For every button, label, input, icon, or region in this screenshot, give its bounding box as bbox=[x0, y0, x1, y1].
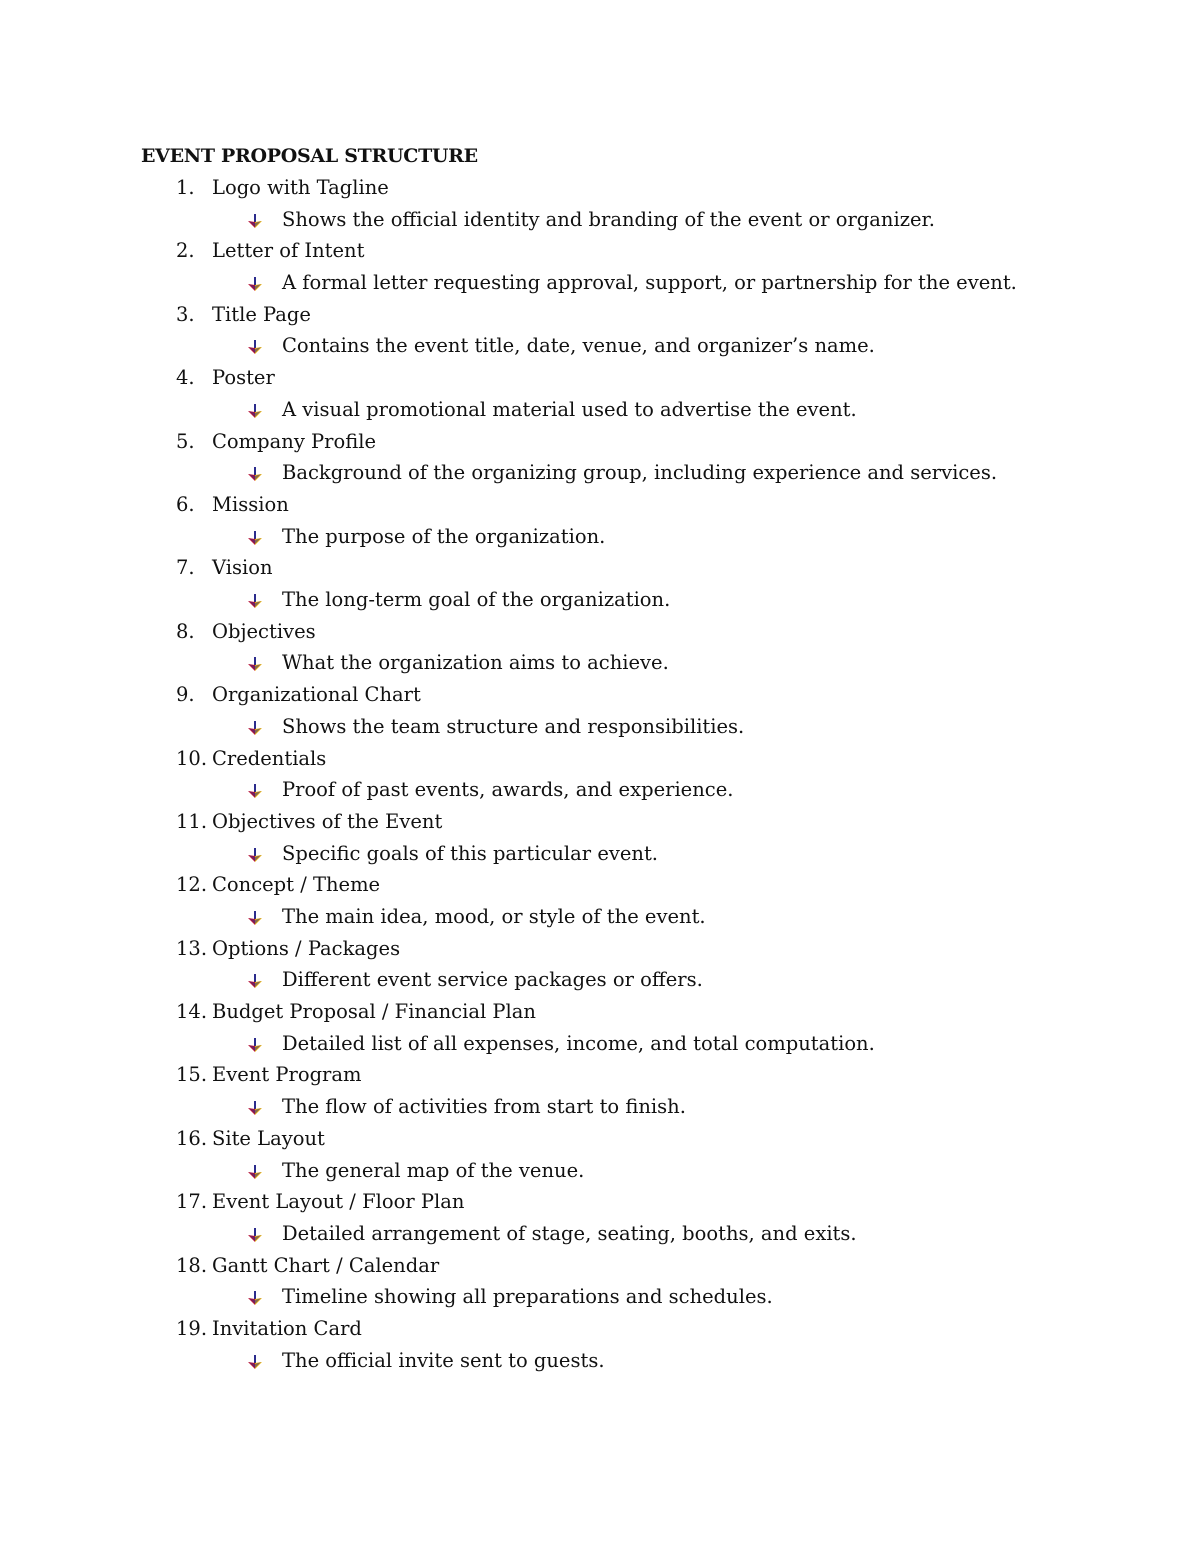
list-item-description: Detailed list of all expenses, income, and total computation. bbox=[282, 1031, 875, 1055]
list-item-description: Specific goals of this particular event. bbox=[282, 841, 659, 865]
arrow-down-bullet-icon bbox=[247, 1227, 263, 1243]
list-item-label: Mission bbox=[212, 492, 289, 516]
list-item bbox=[0, 743, 1200, 806]
list-item-label: Organizational Chart bbox=[212, 683, 421, 707]
list-item-description: Detailed arrangement of stage, seating, booths, and exits. bbox=[282, 1221, 857, 1245]
arrow-down-bullet-icon bbox=[247, 1290, 263, 1306]
list-item bbox=[0, 933, 1200, 996]
list-item-description: The long-term goal of the organization. bbox=[282, 588, 671, 612]
list-item-description: Shows the official identity and branding of the event or organizer. bbox=[282, 207, 935, 231]
list-item-label: Credentials bbox=[212, 746, 327, 770]
arrow-down-bullet-icon bbox=[247, 1100, 263, 1116]
list-item-number: 17. bbox=[176, 1190, 208, 1214]
list-item bbox=[0, 1250, 1200, 1313]
list-item-number: 7. bbox=[176, 556, 195, 580]
list-item-description: Different event service packages or offers. bbox=[282, 968, 703, 992]
arrow-down-bullet-icon bbox=[247, 847, 263, 863]
list-item-number: 13. bbox=[176, 936, 208, 960]
list-item-number: 6. bbox=[176, 492, 195, 516]
list-item bbox=[0, 172, 1200, 235]
list-item-label: Logo with Tagline bbox=[212, 176, 389, 199]
list-item bbox=[0, 679, 1200, 742]
arrow-down-bullet-icon bbox=[247, 720, 263, 736]
list-item-number: 12. bbox=[176, 873, 208, 897]
list-item-description: The official invite sent to guests. bbox=[282, 1348, 605, 1372]
list-item bbox=[0, 869, 1200, 932]
list-item-label: Company Profile bbox=[212, 429, 376, 453]
arrow-down-bullet-icon bbox=[247, 403, 263, 419]
list-item-number: 18. bbox=[176, 1253, 208, 1277]
arrow-down-bullet-icon bbox=[247, 530, 263, 546]
list-item bbox=[0, 806, 1200, 869]
arrow-down-bullet-icon bbox=[247, 213, 263, 229]
arrow-down-bullet-icon bbox=[247, 339, 263, 355]
list-item bbox=[0, 552, 1200, 615]
list-item bbox=[0, 235, 1200, 298]
list-item-description: The main idea, mood, or style of the event. bbox=[282, 904, 706, 928]
proposal-structure-list bbox=[0, 172, 1200, 1376]
list-item-label: Letter of Intent bbox=[212, 239, 365, 263]
arrow-down-bullet-icon bbox=[247, 276, 263, 292]
list-item bbox=[0, 996, 1200, 1059]
list-item-description: Shows the team structure and responsibilities. bbox=[282, 714, 745, 738]
list-item-number: 16. bbox=[176, 1126, 208, 1150]
list-item-label: Poster bbox=[212, 366, 275, 390]
list-item-number: 2. bbox=[176, 239, 195, 263]
list-item-description: Proof of past events, awards, and experience. bbox=[282, 778, 734, 802]
list-item-label: Budget Proposal / Financial Plan bbox=[212, 1000, 536, 1024]
list-item-description: A visual promotional material used to advertise the event. bbox=[282, 397, 857, 421]
list-item-number: 4. bbox=[176, 366, 195, 390]
list-item-description: The flow of activities from start to finish. bbox=[282, 1095, 686, 1119]
list-item-label: Site Layout bbox=[212, 1126, 325, 1150]
list-item bbox=[0, 489, 1200, 552]
list-item-label: Concept / Theme bbox=[212, 873, 381, 897]
list-item-number: 9. bbox=[176, 683, 195, 707]
arrow-down-bullet-icon bbox=[247, 656, 263, 672]
arrow-down-bullet-icon bbox=[247, 466, 263, 482]
list-item-description: What the organization aims to achieve. bbox=[282, 651, 669, 675]
arrow-down-bullet-icon bbox=[247, 910, 263, 926]
list-item-label: Objectives bbox=[212, 619, 316, 643]
list-item bbox=[0, 1059, 1200, 1122]
arrow-down-bullet-icon bbox=[247, 1037, 263, 1053]
list-item-label: Gantt Chart / Calendar bbox=[212, 1253, 440, 1277]
list-item-number: 15. bbox=[176, 1063, 208, 1087]
list-item-number: 8. bbox=[176, 619, 195, 643]
list-item-number: 5. bbox=[176, 429, 195, 453]
list-item-number: 1. bbox=[176, 176, 195, 199]
list-item-label: Event Layout / Floor Plan bbox=[212, 1190, 465, 1214]
list-item bbox=[0, 1186, 1200, 1249]
list-item-number: 3. bbox=[176, 302, 195, 326]
list-item-number: 11. bbox=[176, 809, 208, 833]
arrow-down-bullet-icon bbox=[247, 1164, 263, 1180]
list-item-label: Options / Packages bbox=[212, 936, 401, 960]
list-item-description: Contains the event title, date, venue, and organizer’s name. bbox=[282, 334, 875, 358]
list-item bbox=[0, 1313, 1200, 1376]
arrow-down-bullet-icon bbox=[247, 973, 263, 989]
document-title: EVENT PROPOSAL STRUCTURE bbox=[141, 145, 478, 167]
list-item-label: Objectives of the Event bbox=[212, 809, 443, 833]
arrow-down-bullet-icon bbox=[247, 1354, 263, 1370]
list-item-number: 14. bbox=[176, 1000, 208, 1024]
list-item-number: 19. bbox=[176, 1317, 208, 1341]
list-item bbox=[0, 616, 1200, 679]
list-item-description: The general map of the venue. bbox=[282, 1158, 585, 1182]
list-item-number: 10. bbox=[176, 746, 208, 770]
list-item-description: The purpose of the organization. bbox=[282, 524, 606, 548]
list-item-label: Event Program bbox=[212, 1063, 362, 1087]
list-item bbox=[0, 299, 1200, 362]
arrow-down-bullet-icon bbox=[247, 593, 263, 609]
list-item-description: Timeline showing all preparations and schedules. bbox=[282, 1285, 773, 1309]
arrow-down-bullet-icon bbox=[247, 783, 263, 799]
list-item bbox=[0, 1123, 1200, 1186]
list-item-description: Background of the organizing group, including experience and services. bbox=[282, 461, 998, 485]
list-item-label: Invitation Card bbox=[212, 1317, 362, 1341]
list-item bbox=[0, 426, 1200, 489]
list-item bbox=[0, 362, 1200, 425]
list-item-description: A formal letter requesting approval, support, or partnership for the event. bbox=[282, 271, 1017, 295]
list-item-label: Vision bbox=[212, 556, 273, 580]
list-item-label: Title Page bbox=[212, 302, 311, 326]
